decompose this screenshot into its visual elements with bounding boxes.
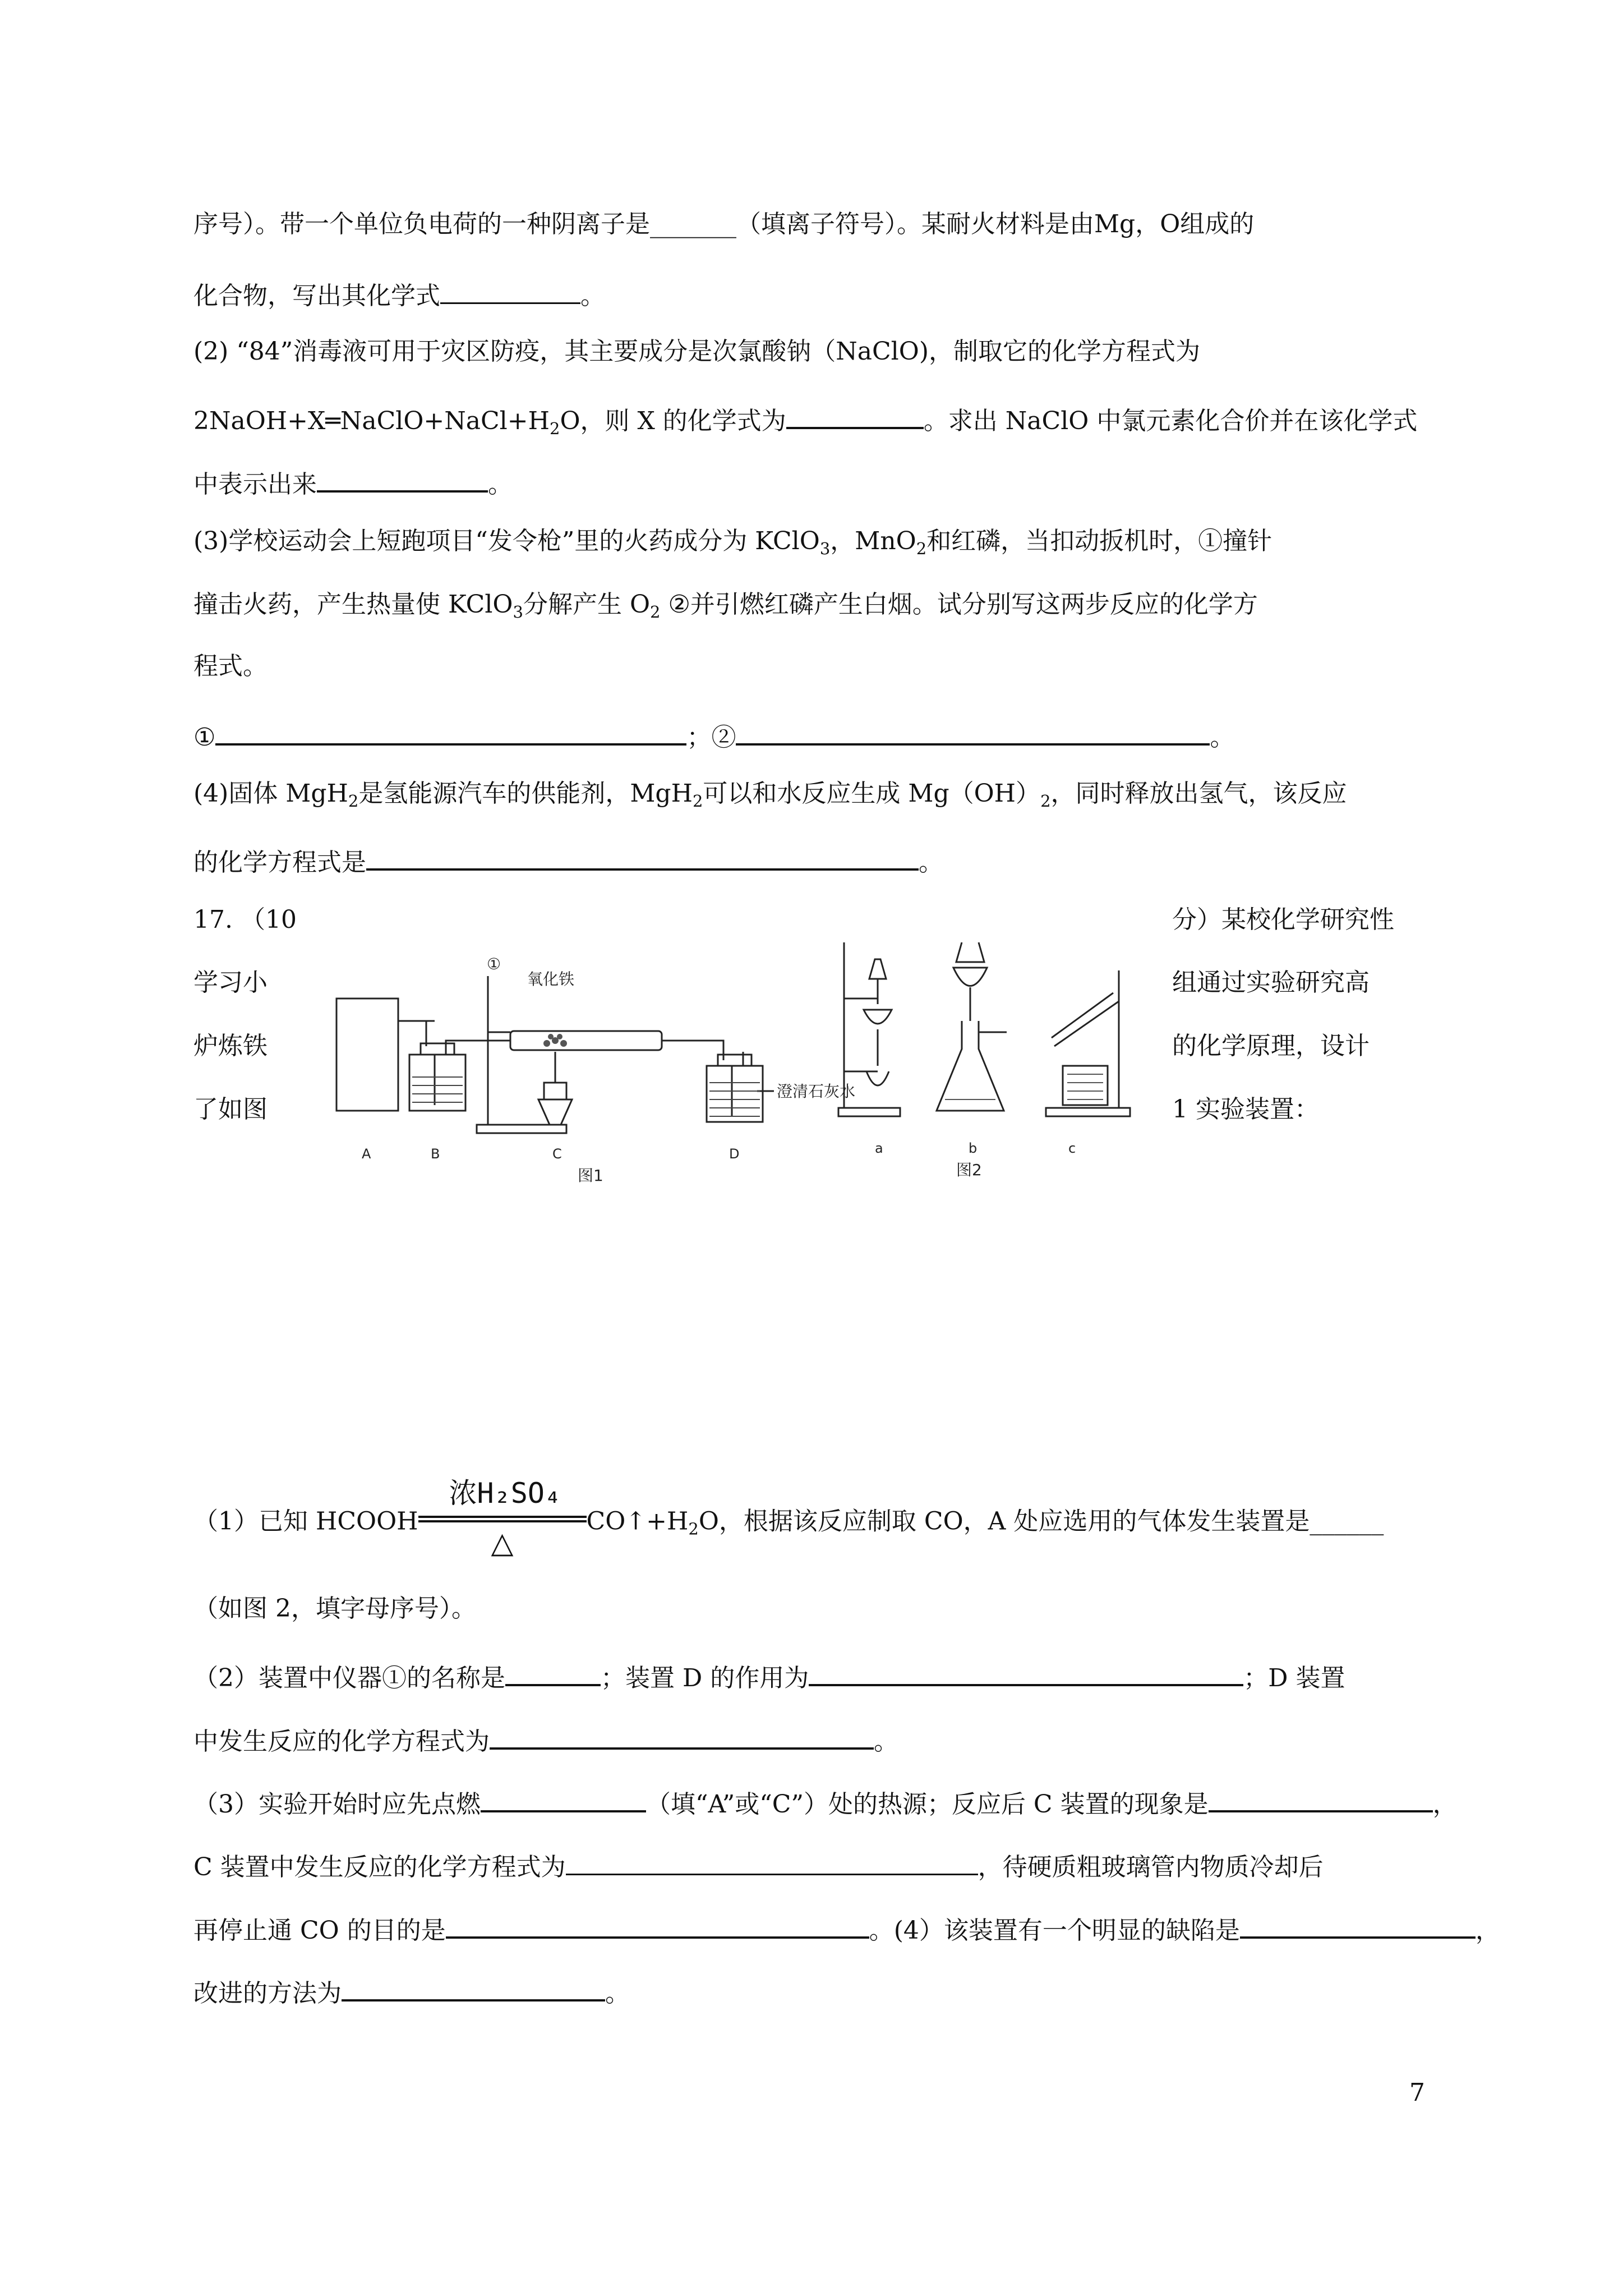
answer-blank[interactable]	[809, 1659, 1243, 1686]
text-line: 中发生反应的化学方程式为 。	[193, 1723, 898, 1754]
page-number: 7	[1409, 2078, 1425, 2107]
figure-1-apparatus	[331, 942, 858, 1184]
apparatus-label: C	[552, 1146, 562, 1162]
text-line: 再停止通 CO 的目的是 。(4）该装置有一个明显的缺陷是 ，	[193, 1912, 1500, 1943]
answer-blank[interactable]	[342, 1975, 605, 2001]
text-line: （2）装置中仪器①的名称是 ；装置 D 的作用为 ；D 装置	[193, 1659, 1345, 1691]
answer-blank[interactable]	[1209, 1786, 1433, 1812]
answer-blank[interactable]	[215, 719, 686, 746]
answer-blank[interactable]	[317, 466, 488, 493]
figure-caption: 图2	[956, 1161, 982, 1179]
q17-right-line: 分）某校化学研究性	[1172, 905, 1394, 934]
text-line: (4)固体 MgH$_2$是氢能源汽车的供能剂，MgH$_2$可以和水反应生成 $Mg(OH)_2$，同时释放出氢气，该反应	[193, 779, 1347, 811]
text-line: 化合物，写出其化学式 。	[193, 278, 605, 309]
reagent-label: 氧化铁	[527, 970, 575, 988]
text-line: 程式。	[193, 652, 268, 680]
q17-left-line: 了如图	[193, 1095, 268, 1124]
answer-blank[interactable]	[505, 1659, 601, 1686]
reaction-condition: 浓H₂SO₄ △	[418, 1506, 587, 1540]
text-line: C 装置中发生反应的化学方程式为 ，待硬质粗玻璃管内物质冷却后	[193, 1849, 1324, 1880]
apparatus-label: c	[1068, 1140, 1076, 1156]
text-line: ① ；② 。	[193, 719, 1234, 750]
text-line: （如图 2，填字母序号）。	[193, 1594, 476, 1623]
q17-right-line: 组通过实验研究高	[1172, 968, 1370, 997]
text-line: （3）实验开始时应先点燃 （填“A”或“C”）处的热源；反应后 C 装置的现象是 ，	[193, 1786, 1458, 1817]
marker-label: ①	[487, 955, 501, 973]
answer-blank[interactable]	[566, 1849, 978, 1875]
answer-blank[interactable]	[440, 278, 580, 304]
q17-left-line: 学习小	[193, 968, 268, 997]
text-line: 的化学方程式是 。	[193, 844, 943, 875]
text-line: $2NaOH+X═NaClO+NaCl+H_2O$，则 X 的化学式为 。求出 NaClO 中氯元素化合价并在该化学式	[193, 402, 1417, 434]
text-line: 序号）。带一个单位负电荷的一种阴离子是_______（填离子符号）。某耐火材料是由Mg，O组成的	[193, 210, 1255, 238]
figure-2-apparatus	[827, 937, 1141, 1184]
answer-blank[interactable]	[786, 402, 924, 429]
answer-blank[interactable]	[1240, 1912, 1476, 1939]
q17-right-line: 的化学原理，设计	[1172, 1032, 1370, 1060]
answer-blank[interactable]	[736, 719, 1210, 746]
apparatus-label: b	[969, 1140, 978, 1156]
apparatus-label: B	[431, 1146, 440, 1162]
answer-blank[interactable]	[481, 1786, 646, 1812]
text-line: 中表示出来 。	[193, 466, 513, 497]
apparatus-label: D	[729, 1146, 740, 1162]
text-line: （1）已知 HCOOH 浓H₂SO₄ △ $CO↑+H_2O$，根据该反应制取 CO，A 处应选用的气体发生装置是______	[193, 1477, 1384, 1560]
q17-left-line: 17. （10	[193, 905, 297, 934]
solution-label: 澄清石灰水	[777, 1082, 856, 1101]
apparatus-label: A	[362, 1146, 371, 1162]
answer-blank[interactable]	[446, 1912, 869, 1939]
q17-left-line: 炉炼铁	[193, 1032, 268, 1060]
text-line: 撞击火药，产生热量使 KClO$_3$分解产生 $O_2$ ②并引燃红磷产生白烟。试分别写这两步反应的化学方	[193, 590, 1258, 622]
text-line: 改进的方法为 。	[193, 1975, 630, 2006]
text-line: (2) “84”消毒液可用于灾区防疫，其主要成分是次氯酸钠（NaClO)，制取它的化学方程式为	[193, 337, 1200, 366]
answer-blank[interactable]	[366, 844, 919, 871]
figure-caption: 图1	[578, 1166, 603, 1184]
text-line: (3)学校运动会上短跑项目“发令枪”里的火药成分为 KClO$_3$，MnO$_2$和红磷，当扣动扳机时，①撞针	[193, 527, 1272, 558]
answer-blank[interactable]	[490, 1723, 874, 1750]
q17-right-line: 1 实验装置：	[1172, 1095, 1319, 1124]
apparatus-label: a	[875, 1140, 883, 1156]
